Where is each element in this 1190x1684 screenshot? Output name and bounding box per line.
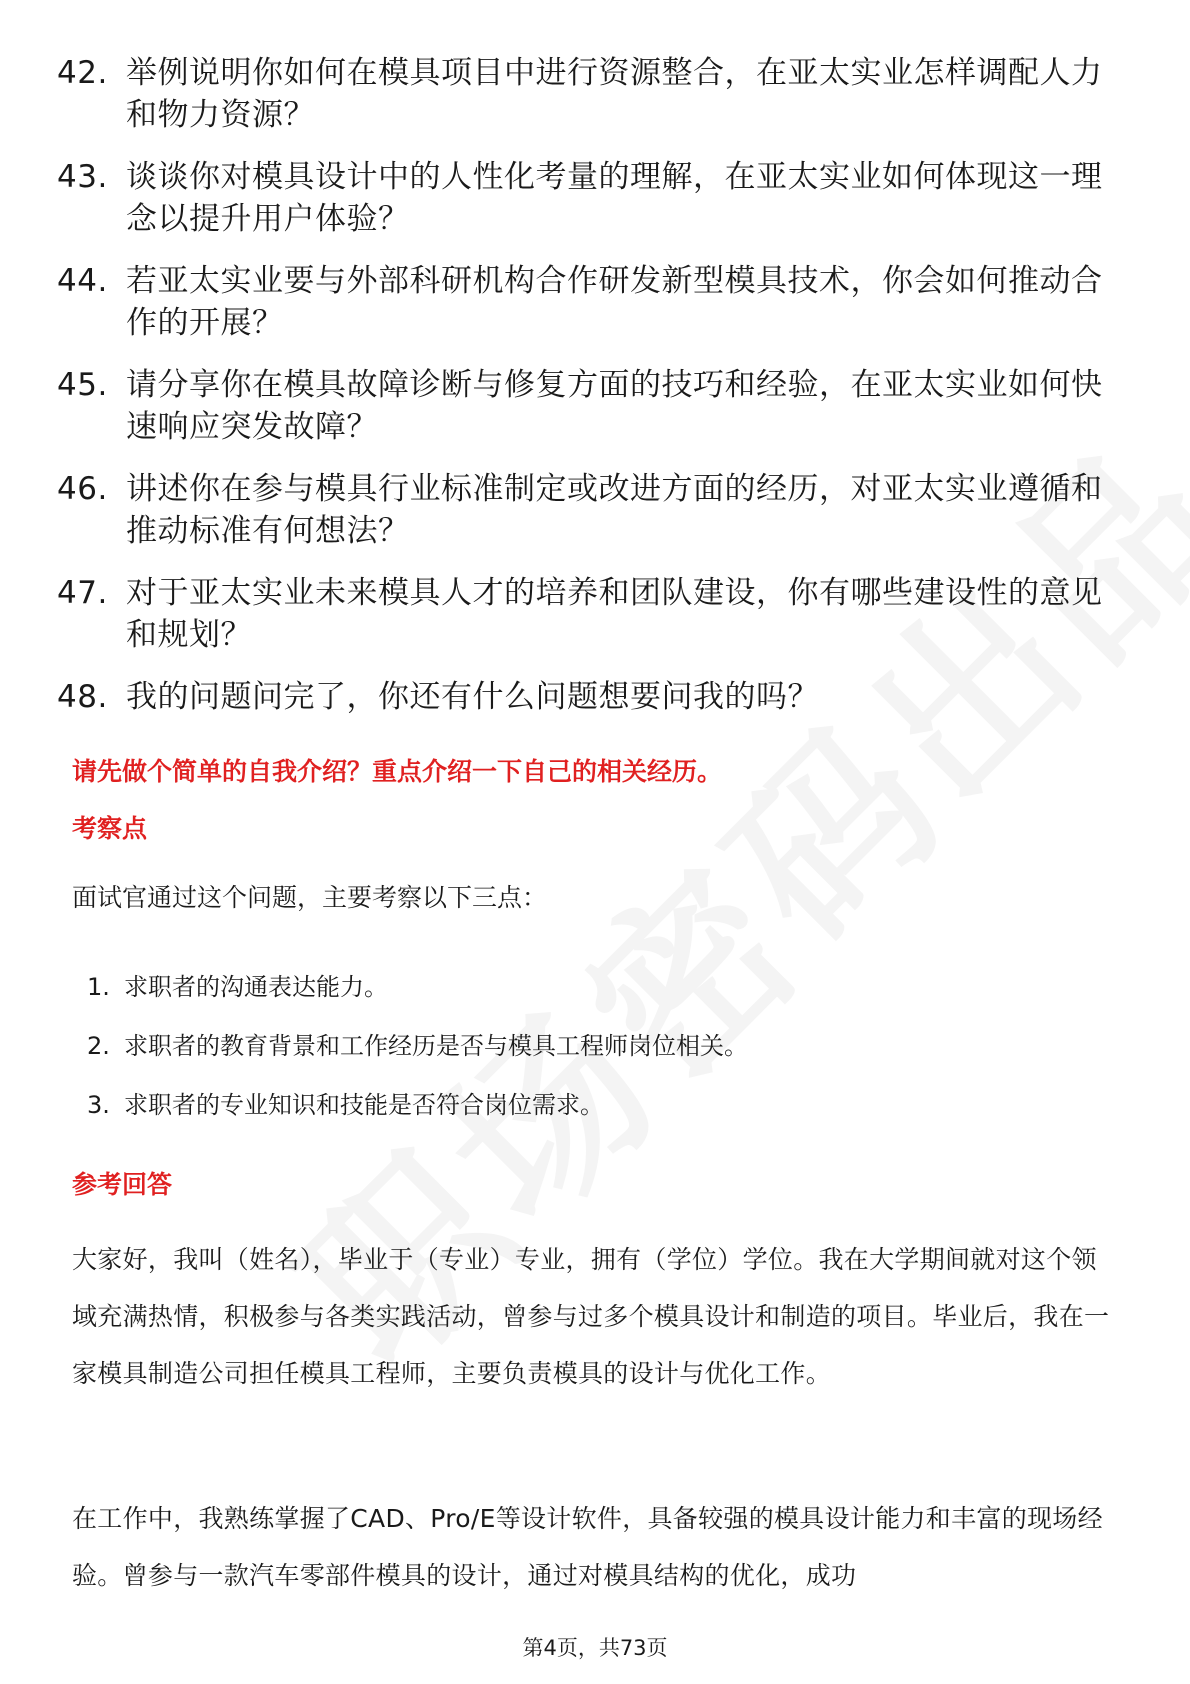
question-text: 谈谈你对模具设计中的人性化考量的理解，在亚太实业如何体现这一理念以提升用户体验？ xyxy=(126,159,1103,237)
points-heading: 考察点 xyxy=(72,814,148,843)
question-number: 43. xyxy=(57,159,108,195)
question-text: 举例说明你如何在模具项目中进行资源整合，在亚太实业怎样调配人力和物力资源？ xyxy=(126,55,1103,133)
points-list xyxy=(72,970,748,1147)
question-item xyxy=(0,364,1190,448)
question-number: 46. xyxy=(57,471,108,507)
point-item xyxy=(72,970,748,1004)
question-text: 我的问题问完了，你还有什么问题想要问我的吗？ xyxy=(126,679,819,715)
question-item xyxy=(0,156,1190,240)
question-item xyxy=(0,52,1190,136)
point-item xyxy=(72,1029,748,1063)
question-text: 对于亚太实业未来模具人才的培养和团队建设，你有哪些建设性的意见和规划？ xyxy=(126,575,1103,653)
points-intro: 面试官通过这个问题，主要考察以下三点： xyxy=(72,883,548,912)
question-number: 44. xyxy=(57,263,108,299)
point-number: 3. xyxy=(87,1091,110,1119)
question-number: 42. xyxy=(57,55,108,91)
answer-heading: 参考回答 xyxy=(72,1170,173,1199)
point-number: 2. xyxy=(87,1032,110,1060)
point-text: 求职者的专业知识和技能是否符合岗位需求。 xyxy=(124,1091,604,1119)
point-item xyxy=(72,1088,748,1122)
section-question-title: 请先做个简单的自我介绍？重点介绍一下自己的相关经历。 xyxy=(72,757,723,786)
question-number: 47. xyxy=(57,575,108,611)
answer-paragraph: 大家好，我叫（姓名），毕业于（专业）专业，拥有（学位）学位。我在大学期间就对这个领域充满热情，积极参与各类实践活动，曾参与过多个模具设计和制造的项目。毕业后，我在一家模具制造公司担任模具工程师，主要负责模具的设计与优化工作。 xyxy=(72,1245,1110,1388)
question-item xyxy=(0,572,1190,656)
question-number: 48. xyxy=(57,679,108,715)
point-text: 求职者的沟通表达能力。 xyxy=(124,973,388,1001)
question-number: 45. xyxy=(57,367,108,403)
question-text: 请分享你在模具故障诊断与修复方面的技巧和经验，在亚太实业如何快速响应突发故障？ xyxy=(126,367,1103,445)
point-number: 1. xyxy=(87,973,110,1001)
question-item xyxy=(0,260,1190,344)
question-item xyxy=(0,468,1190,552)
question-item xyxy=(0,676,1190,718)
question-list xyxy=(0,52,1190,738)
answer-paragraph: 在工作中，我熟练掌握了CAD、Pro/E等设计软件，具备较强的模具设计能力和丰富的现场经验。曾参与一款汽车零部件模具的设计，通过对模具结构的优化，成功 xyxy=(72,1504,1103,1590)
page-number-footer: 第4页，共73页 xyxy=(522,1636,668,1660)
point-text: 求职者的教育背景和工作经历是否与模具工程师岗位相关。 xyxy=(124,1032,748,1060)
question-text: 讲述你在参与模具行业标准制定或改进方面的经历，对亚太实业遵循和推动标准有何想法？ xyxy=(126,471,1103,549)
question-text: 若亚太实业要与外部科研机构合作研发新型模具技术，你会如何推动合作的开展？ xyxy=(126,263,1103,341)
